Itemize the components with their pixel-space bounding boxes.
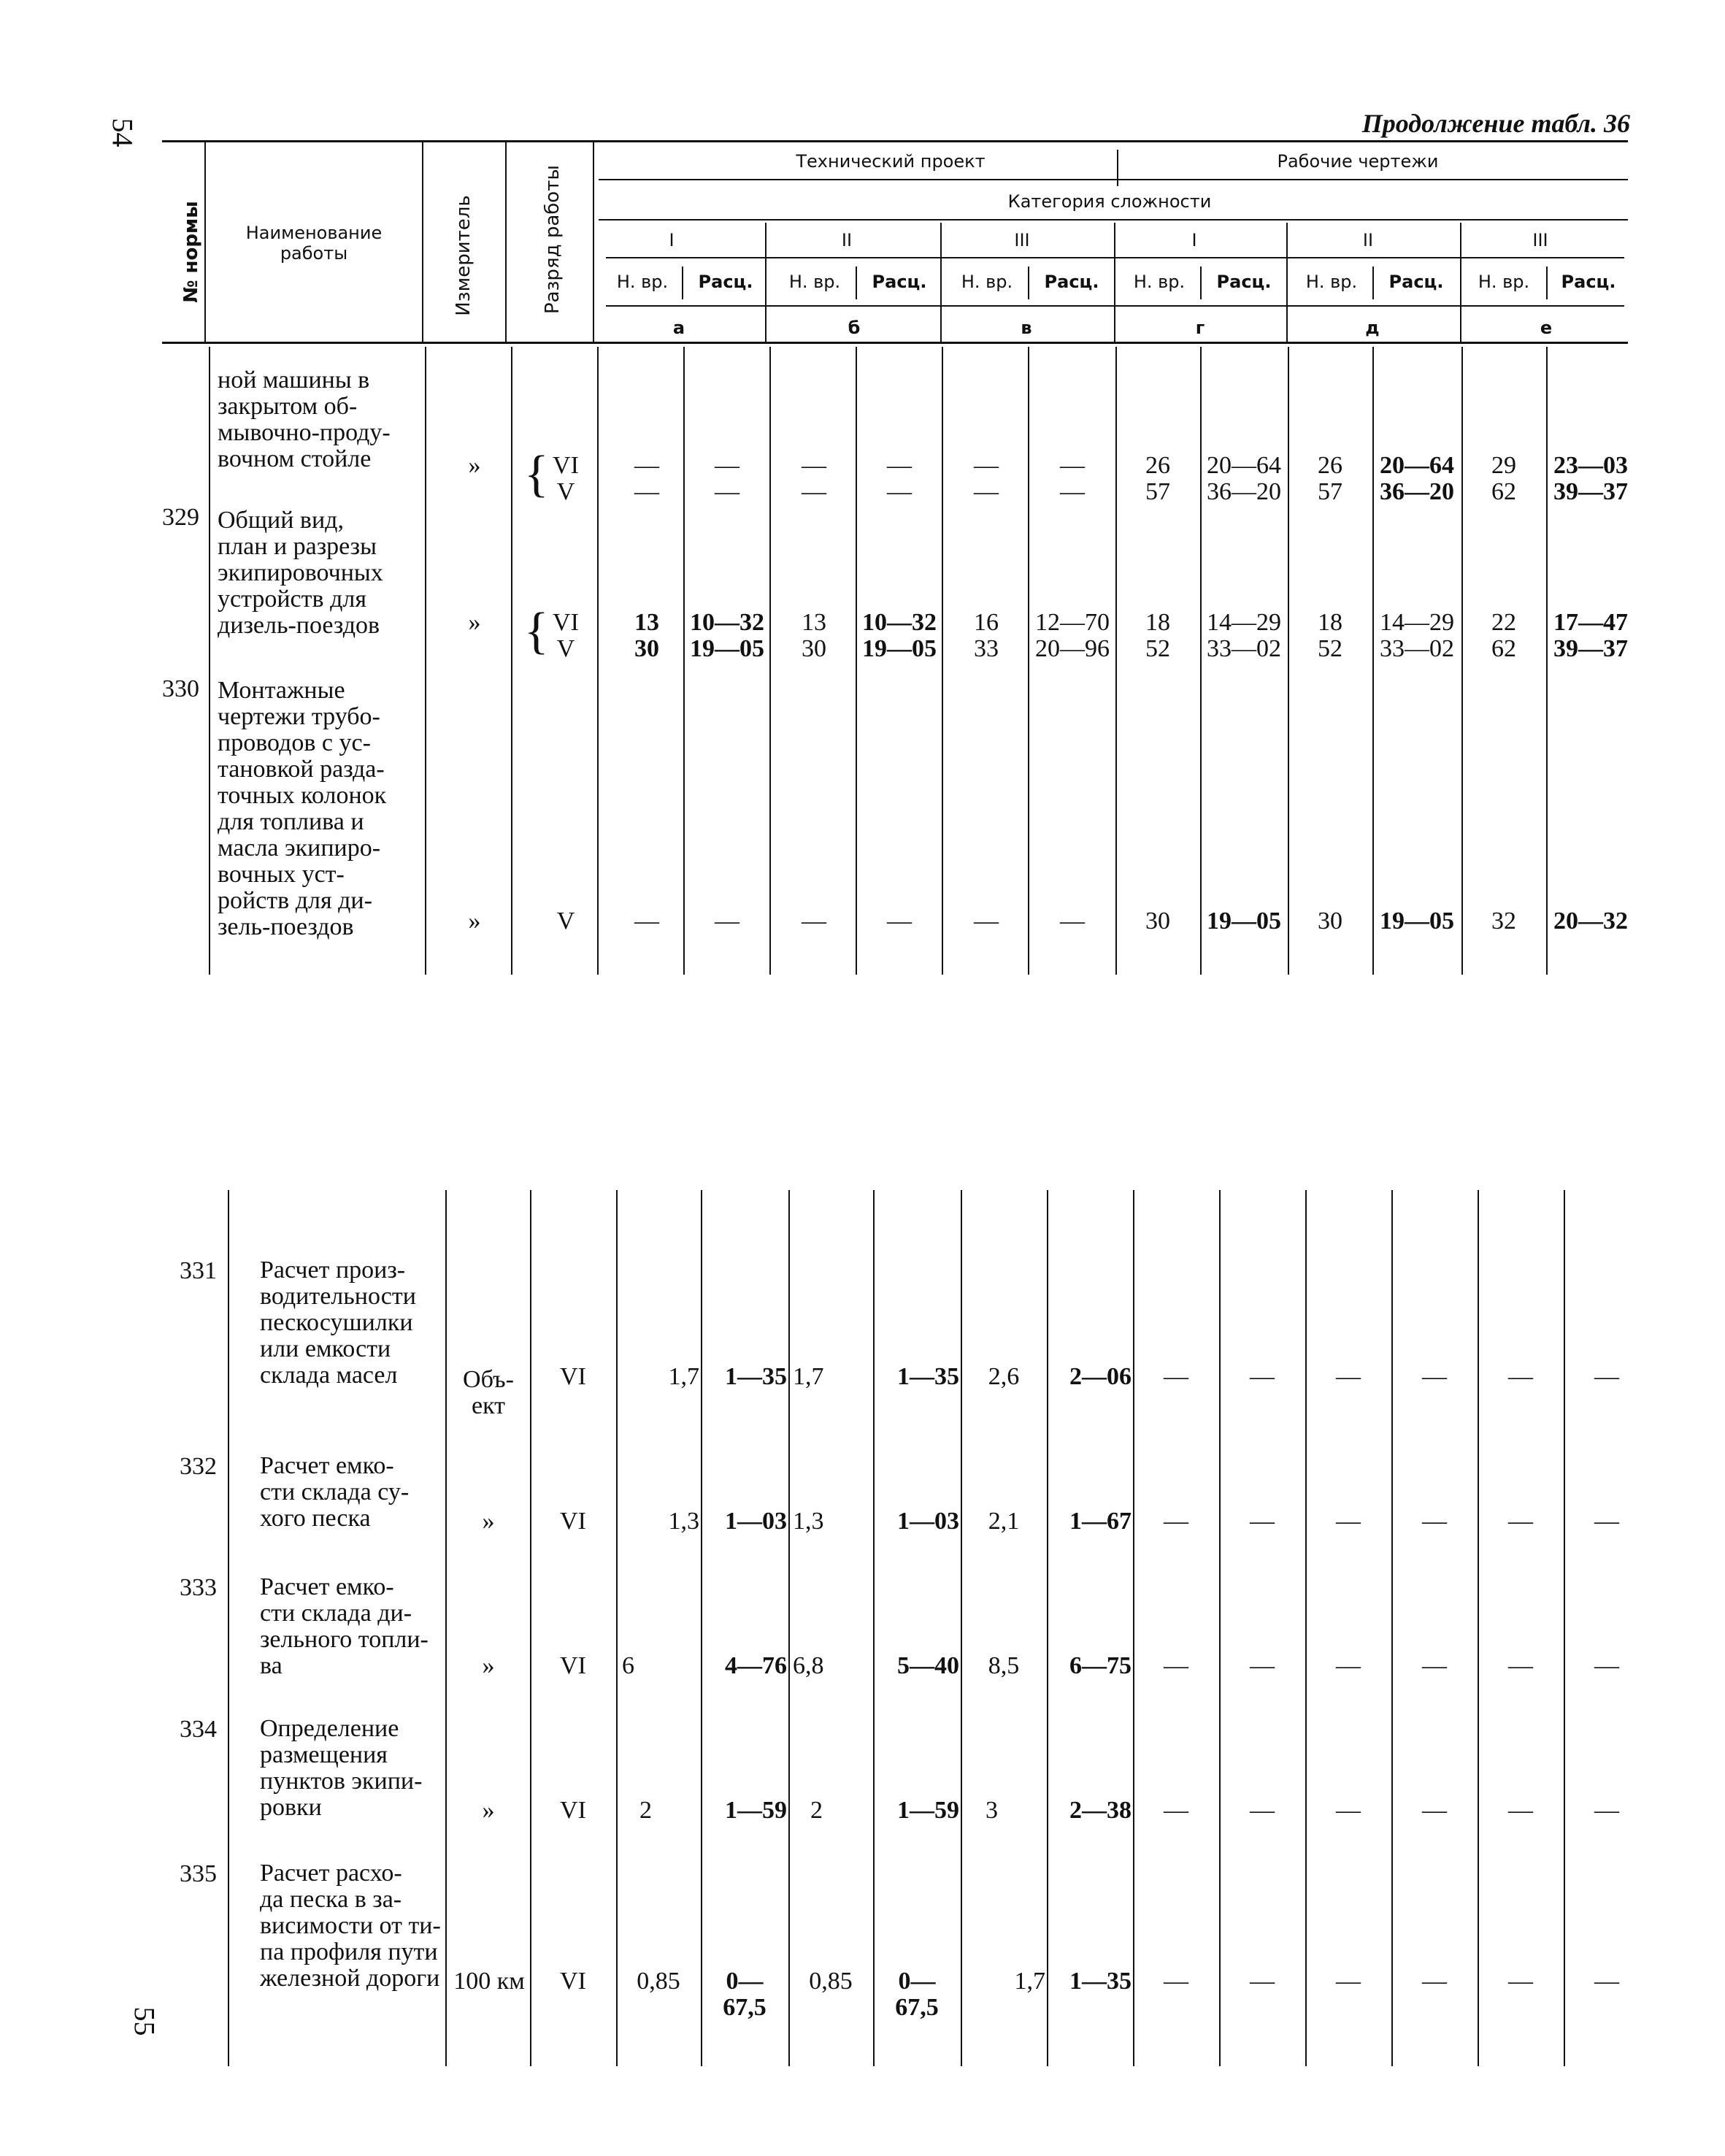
value-cell: — xyxy=(1594,1968,1619,1995)
col-rule xyxy=(856,347,857,975)
letter-header: а xyxy=(672,318,685,338)
value-cell: — xyxy=(1164,1363,1188,1390)
value-cell: — xyxy=(1594,1797,1619,1824)
value-cell: — xyxy=(1164,1652,1188,1679)
value-cell: 20—64 36—20 xyxy=(1380,452,1454,505)
col-rule xyxy=(873,1190,875,2066)
norm-number: 329 xyxy=(162,504,199,531)
value-cell: 0— 67,5 xyxy=(895,1968,939,2021)
sub-divider xyxy=(682,266,683,299)
value-cell: 18 52 xyxy=(1318,609,1342,662)
value-cell: — xyxy=(1250,1968,1275,1995)
value-cell: — xyxy=(1164,1968,1188,1995)
value-cell: 5—40 xyxy=(897,1652,959,1679)
value-cell: 6—75 xyxy=(1069,1652,1132,1679)
header-divider xyxy=(940,223,942,343)
value-cell: 32 xyxy=(1491,908,1516,935)
value-cell: 1—03 xyxy=(725,1508,787,1535)
nvr-header: Н. вр. xyxy=(961,272,1013,292)
col-num-header: № нормы xyxy=(180,201,202,303)
value-cell: 12—70 20—96 xyxy=(1035,609,1110,662)
cat-header: II xyxy=(841,230,853,250)
sub-divider xyxy=(1028,266,1029,299)
grade-cell: VI xyxy=(560,1797,586,1824)
value-cell: — xyxy=(1250,1363,1275,1390)
value-cell: 16 33 xyxy=(974,609,999,662)
col-rule xyxy=(425,347,426,975)
value-cell: 1—67 xyxy=(1069,1508,1132,1535)
header-top-rule xyxy=(162,140,1628,142)
letter-header: г xyxy=(1195,318,1205,338)
value-cell: — xyxy=(1250,1508,1275,1535)
value-cell: — xyxy=(1594,1508,1619,1535)
work-name: Расчет емко- сти склада су- хого песка xyxy=(260,1452,410,1532)
value-cell: 1—59 xyxy=(725,1797,787,1824)
value-cell: 3 xyxy=(986,1797,998,1824)
header-divider xyxy=(1460,223,1461,343)
value-cell: 1,7 xyxy=(1014,1968,1045,1995)
value-cell: — xyxy=(1336,1797,1361,1824)
value-cell: 26 57 xyxy=(1318,452,1342,505)
value-cell: 1,3 xyxy=(668,1508,699,1535)
tech-project-header: Технический проект xyxy=(796,151,986,172)
measure-cell: » xyxy=(482,1508,495,1535)
col-rule xyxy=(701,1190,702,2066)
letter-header: д xyxy=(1365,318,1380,338)
value-cell: 0,85 xyxy=(809,1968,853,1995)
value-cell: 20—64 36—20 xyxy=(1207,452,1281,505)
value-cell: 18 52 xyxy=(1145,609,1170,662)
header-divider xyxy=(765,223,767,343)
value-cell: — xyxy=(974,908,999,935)
sub-divider xyxy=(1546,266,1548,299)
value-cell: — xyxy=(1164,1797,1188,1824)
value-cell: 20—32 xyxy=(1553,908,1628,935)
header-divider xyxy=(593,142,594,343)
cat-header: III xyxy=(1014,230,1030,250)
header-divider xyxy=(1114,223,1115,343)
value-cell: 1,3 xyxy=(793,1508,824,1535)
nvr-header: Н. вр. xyxy=(1305,272,1358,292)
work-name: Расчет емко- сти склада ди- зельного топли- ва xyxy=(260,1573,429,1679)
col-rule xyxy=(769,347,771,975)
page-number-top: 54 xyxy=(106,118,139,147)
grade-brace: { xyxy=(524,446,549,502)
value-cell: 29 62 xyxy=(1491,452,1516,505)
value-cell: — xyxy=(1336,1508,1361,1535)
header-divider xyxy=(422,142,423,343)
col-meas-header: Измеритель xyxy=(453,195,475,316)
measure-cell: » xyxy=(468,609,481,636)
letter-header: б xyxy=(848,318,861,338)
col-rule xyxy=(961,1190,962,2066)
value-cell: 13 30 xyxy=(802,609,826,662)
header-divider xyxy=(1286,223,1288,343)
norm-number: 335 xyxy=(180,1860,217,1887)
value-cell: — xyxy=(1060,908,1085,935)
header-divider xyxy=(1117,150,1118,186)
cat-header: II xyxy=(1362,230,1374,250)
measure-cell: » xyxy=(468,908,481,935)
header-divider xyxy=(204,142,206,343)
value-cell: 14—29 33—02 xyxy=(1380,609,1454,662)
norm-number: 330 xyxy=(162,675,199,702)
col-rule xyxy=(942,347,943,975)
rasc-header: Расц. xyxy=(1388,272,1444,292)
value-cell: — xyxy=(1336,1363,1361,1390)
value-cell: 4—76 xyxy=(725,1652,787,1679)
value-cell: 1—35 xyxy=(725,1363,787,1390)
value-cell: 0,85 xyxy=(637,1968,680,1995)
value-cell: 10—32 19—05 xyxy=(690,609,764,662)
nvr-header: Н. вр. xyxy=(616,272,669,292)
col-rule xyxy=(1478,1190,1479,2066)
value-cell: 22 62 xyxy=(1491,609,1516,662)
complexity-header: Категория сложности xyxy=(1007,191,1212,212)
value-cell: — — xyxy=(974,452,999,505)
header-rule xyxy=(599,219,1628,220)
cat-header: I xyxy=(1191,230,1197,250)
value-cell: 23—03 39—37 xyxy=(1553,452,1628,505)
value-cell: 1—35 xyxy=(1069,1968,1132,1995)
value-cell: — xyxy=(1594,1652,1619,1679)
grade-cell: VI V xyxy=(553,452,579,505)
value-cell: — xyxy=(1508,1508,1533,1535)
value-cell: — xyxy=(1508,1363,1533,1390)
col-rule xyxy=(788,1190,790,2066)
measure-cell: » xyxy=(482,1652,495,1679)
col-rule xyxy=(616,1190,618,2066)
value-cell: — xyxy=(1250,1797,1275,1824)
value-cell: — xyxy=(1164,1508,1188,1535)
value-cell: 2—38 xyxy=(1069,1797,1132,1824)
value-cell: 6 xyxy=(622,1652,634,1679)
value-cell: 0— 67,5 xyxy=(723,1968,767,2021)
measure-cell: » xyxy=(482,1797,495,1824)
value-cell: — — xyxy=(634,452,659,505)
value-cell: — — xyxy=(887,452,912,505)
continuation-title: Продолжение табл. 36 xyxy=(1361,109,1630,138)
value-cell: — xyxy=(634,908,659,935)
col-rule xyxy=(228,1190,229,2066)
rasc-header: Расц. xyxy=(1044,272,1099,292)
grade-cell: VI xyxy=(560,1508,586,1535)
page-number-bottom: 55 xyxy=(128,2006,161,2036)
sub-divider xyxy=(1372,266,1374,299)
value-cell: 2 xyxy=(639,1797,652,1824)
rasc-header: Расц. xyxy=(1216,272,1272,292)
value-cell: 8,5 xyxy=(988,1652,1020,1679)
header-rule xyxy=(606,257,1624,258)
nvr-header: Н. вр. xyxy=(1133,272,1186,292)
work-name: Определение размещения пунктов экипи- ровки xyxy=(260,1715,423,1821)
col-grade-header: Разряд работы xyxy=(542,165,564,314)
norm-number: 334 xyxy=(180,1716,217,1743)
header-rule xyxy=(606,305,1624,307)
value-cell: — xyxy=(1336,1652,1361,1679)
rasc-header: Расц. xyxy=(1561,272,1616,292)
value-cell: 1—35 xyxy=(897,1363,959,1390)
cat-header: III xyxy=(1532,230,1548,250)
value-cell: — xyxy=(1250,1652,1275,1679)
col-rule xyxy=(683,347,685,975)
col-rule xyxy=(530,1190,531,2066)
norm-number: 333 xyxy=(180,1574,217,1601)
letter-header: в xyxy=(1021,318,1032,338)
value-cell: 26 57 xyxy=(1145,452,1170,505)
rasc-header: Расц. xyxy=(872,272,927,292)
value-cell: 17—47 39—37 xyxy=(1553,609,1628,662)
col-rule xyxy=(1391,1190,1393,2066)
cat-header: I xyxy=(669,230,675,250)
work-name: ной машины в закрытом об- мывочно-проду- вочном стойле xyxy=(218,367,391,472)
grade-cell: VI xyxy=(560,1363,586,1390)
grade-brace: { xyxy=(524,603,549,659)
col-rule xyxy=(1219,1190,1221,2066)
value-cell: 2,6 xyxy=(988,1363,1020,1390)
letter-header: е xyxy=(1540,318,1553,338)
value-cell: — — xyxy=(715,452,739,505)
work-name: Общий вид, план и разрезы экипировочных устройств для дизель-поездов xyxy=(218,507,383,639)
value-cell: 1,7 xyxy=(793,1363,824,1390)
measure-cell: 100 км xyxy=(453,1968,525,1995)
grade-cell: VI xyxy=(560,1968,586,1995)
value-cell: 1,7 xyxy=(668,1363,699,1390)
value-cell: — xyxy=(1422,1797,1447,1824)
col-rule xyxy=(1047,1190,1048,2066)
work-name: Расчет произ- водительности пескосушилки или емкости склада масел xyxy=(260,1257,416,1389)
work-name: Расчет расхо- да песка в за- висимости от ти- па профиля пути железной дороги xyxy=(260,1860,441,1992)
grade-cell: VI xyxy=(560,1652,586,1679)
col-rule xyxy=(1028,347,1029,975)
value-cell: 19—05 xyxy=(1380,908,1454,935)
value-cell: — xyxy=(715,908,739,935)
value-cell: — xyxy=(1508,1797,1533,1824)
grade-cell: VI V xyxy=(553,609,579,662)
col-rule xyxy=(511,347,512,975)
header-bottom-rule xyxy=(162,342,1628,344)
value-cell: — xyxy=(1422,1968,1447,1995)
value-cell: — xyxy=(887,908,912,935)
value-cell: 19—05 xyxy=(1207,908,1281,935)
value-cell: — xyxy=(1422,1363,1447,1390)
header-divider xyxy=(505,142,507,343)
grade-cell: V xyxy=(556,908,575,935)
col-rule xyxy=(1564,1190,1565,2066)
value-cell: — xyxy=(1422,1652,1447,1679)
nvr-header: Н. вр. xyxy=(1478,272,1530,292)
value-cell: — xyxy=(1594,1363,1619,1390)
col-rule xyxy=(445,1190,447,2066)
header-rule xyxy=(599,179,1628,180)
value-cell: — xyxy=(1336,1968,1361,1995)
norm-number: 332 xyxy=(180,1453,217,1480)
value-cell: — — xyxy=(1060,452,1085,505)
rasc-header: Расц. xyxy=(698,272,753,292)
value-cell: 6,8 xyxy=(793,1652,824,1679)
value-cell: 2—06 xyxy=(1069,1363,1132,1390)
value-cell: 1—59 xyxy=(897,1797,959,1824)
value-cell: 1—03 xyxy=(897,1508,959,1535)
col-name-header: Наименование работы xyxy=(245,223,383,264)
col-rule xyxy=(1305,1190,1307,2066)
measure-cell: Объ- ект xyxy=(463,1366,514,1419)
work-name: Монтажные чертежи трубо- проводов с ус- тановкой разда- точных колонок для топлива и масла экипиро- вочных уст- ройств для ди- зель-поездов xyxy=(218,677,387,940)
sub-divider xyxy=(856,266,857,299)
norm-number: 331 xyxy=(180,1257,217,1284)
value-cell: 30 xyxy=(1145,908,1170,935)
col-rule xyxy=(209,347,210,975)
col-rule xyxy=(1133,1190,1134,2066)
value-cell: — xyxy=(1422,1508,1447,1535)
sub-divider xyxy=(1200,266,1202,299)
measure-cell: » xyxy=(468,452,481,479)
value-cell: — — xyxy=(802,452,826,505)
value-cell: — xyxy=(1508,1652,1533,1679)
value-cell: 2 xyxy=(810,1797,823,1824)
nvr-header: Н. вр. xyxy=(788,272,841,292)
col-rule xyxy=(597,347,599,975)
value-cell: 30 xyxy=(1318,908,1342,935)
value-cell: 2,1 xyxy=(988,1508,1020,1535)
value-cell: 13 30 xyxy=(634,609,659,662)
value-cell: 10—32 19—05 xyxy=(862,609,937,662)
value-cell: — xyxy=(802,908,826,935)
value-cell: — xyxy=(1508,1968,1533,1995)
work-drawings-header: Рабочие чертежи xyxy=(1277,151,1439,172)
value-cell: 14—29 33—02 xyxy=(1207,609,1281,662)
